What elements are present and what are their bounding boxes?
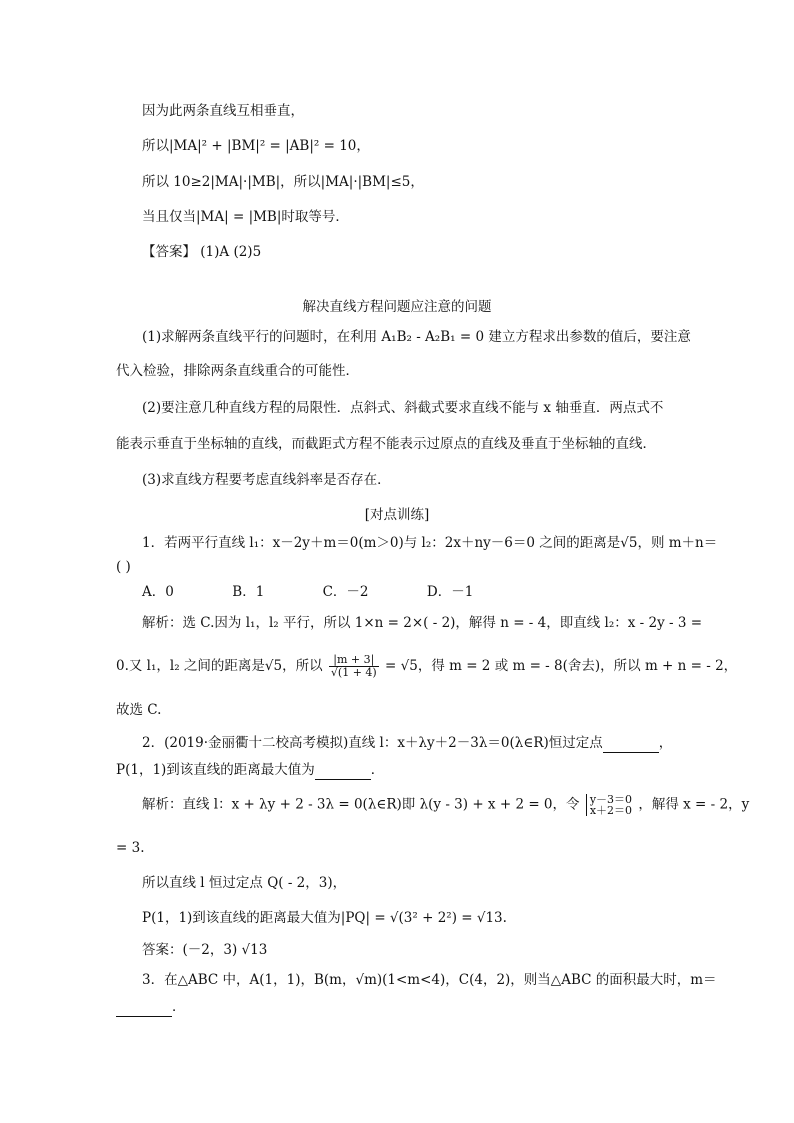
text-line: 所以|MA|² + |BM|² = |AB|² = 10， (142, 138, 370, 154)
paragraph-line: 能表示垂直于坐标轴的直线，而截距式方程不能表示过原点的直线及垂直于坐标轴的直线． (116, 436, 656, 452)
question-3-cont (116, 997, 690, 1017)
text-line: 当且仅当|MA| = |MB|时取等号． (142, 209, 349, 225)
text-line: 所以 10≥2|MA|·|MB|，所以|MA|·|BM|≤5， (142, 174, 424, 190)
question-1: 1．若两平行直线 l₁：x－2y＋m＝0(m＞0)与 l₂：2x＋ny－6＝0 之间的距离是√5，则 m＋n＝ (142, 535, 718, 551)
choice-c: C．－2 (322, 584, 369, 600)
question-text: ， (658, 735, 673, 751)
analysis-text: 0.又 l₁，l₂ 之间的距离是√5，所以 (116, 658, 323, 674)
analysis-1-end: 故选 C. (116, 702, 162, 718)
paragraph-line: (3)求直线方程要考虑直线斜率是否存在． (142, 472, 391, 488)
analysis-1-cont (116, 653, 738, 679)
equation-system (586, 794, 632, 816)
question-text: ． (370, 762, 385, 778)
analysis-2-cont: = 3. (116, 840, 145, 856)
question-1-paren: ( ) (116, 559, 131, 575)
equation: y－3＝0 (589, 793, 633, 806)
answer-blank (603, 752, 659, 753)
analysis-text: 解析：直线 l：x + λy + 2 - 3λ = 0(λ∈R)即 λ(y - 3) + x + 2 = 0，令 (142, 796, 580, 813)
question-text: 2．(2019·金丽衢十二校高考模拟)直线 l：x＋λy＋2－3λ＝0(λ∈R)恒过定点 (142, 735, 603, 751)
analysis-text: ，解得 x = - 2，y (638, 796, 750, 813)
equation: x＋2＝0 (589, 804, 633, 817)
question-1-choices (142, 582, 690, 602)
fraction-denominator: √(1 + 4) (330, 666, 377, 679)
section-title: 解决直线方程问题应注意的问题 (302, 299, 492, 315)
analysis-2-line: 所以直线 l 恒过定点 Q( - 2，3)， (142, 875, 347, 891)
paragraph-line: 代入检验，排除两条直线重合的可能性． (116, 363, 359, 379)
answer-blank (315, 779, 371, 780)
question-2 (142, 733, 690, 753)
distance-fraction (329, 654, 379, 679)
paragraph-line: (1)求解两条直线平行的问题时，在利用 A₁B₂ - A₂B₁ = 0 建立方程求出参数的值后，要注意 (142, 329, 691, 345)
choice-a: A．0 (142, 584, 174, 600)
analysis-1: 解析：选 C.因为 l₁，l₂ 平行，所以 1×n = 2×( - 2)，解得 n = - 4，即直线 l₂：x - 2y - 3 = (142, 615, 703, 631)
fraction-numerator: |m + 3| (329, 654, 379, 667)
paragraph-line: (2)要注意几种直线方程的局限性．点斜式、斜截式要求直线不能与 x 轴垂直．两点式不 (142, 400, 664, 416)
analysis-text: = √5，得 m = 2 或 m = - 8(舍去)，所以 m + n = - 2， (385, 658, 738, 674)
question-text: ． (172, 999, 186, 1015)
question-text: P(1，1)到该直线的距离最大值为 (116, 762, 315, 778)
choice-d: D．－1 (426, 584, 474, 600)
analysis-2 (142, 793, 750, 817)
answer-line: 【答案】 (1)A (2)5 (142, 244, 262, 260)
training-title: [对点训练] (364, 507, 430, 523)
question-2-cont (116, 760, 690, 780)
text-line: 因为此两条直线互相垂直， (142, 103, 304, 119)
analysis-2-line: P(1，1)到该直线的距离最大值为|PQ| = √(3² + 2²) = √13. (142, 910, 507, 926)
answer-2: 答案：(－2，3) √13 (142, 942, 268, 958)
answer-blank (116, 1016, 172, 1017)
choice-b: B．1 (232, 584, 265, 600)
question-3: 3．在△ABC 中，A(1，1)，B(m，√m)(1<m<4)，C(4，2)，则当△ABC 的面积最大时，m＝ (142, 972, 717, 988)
